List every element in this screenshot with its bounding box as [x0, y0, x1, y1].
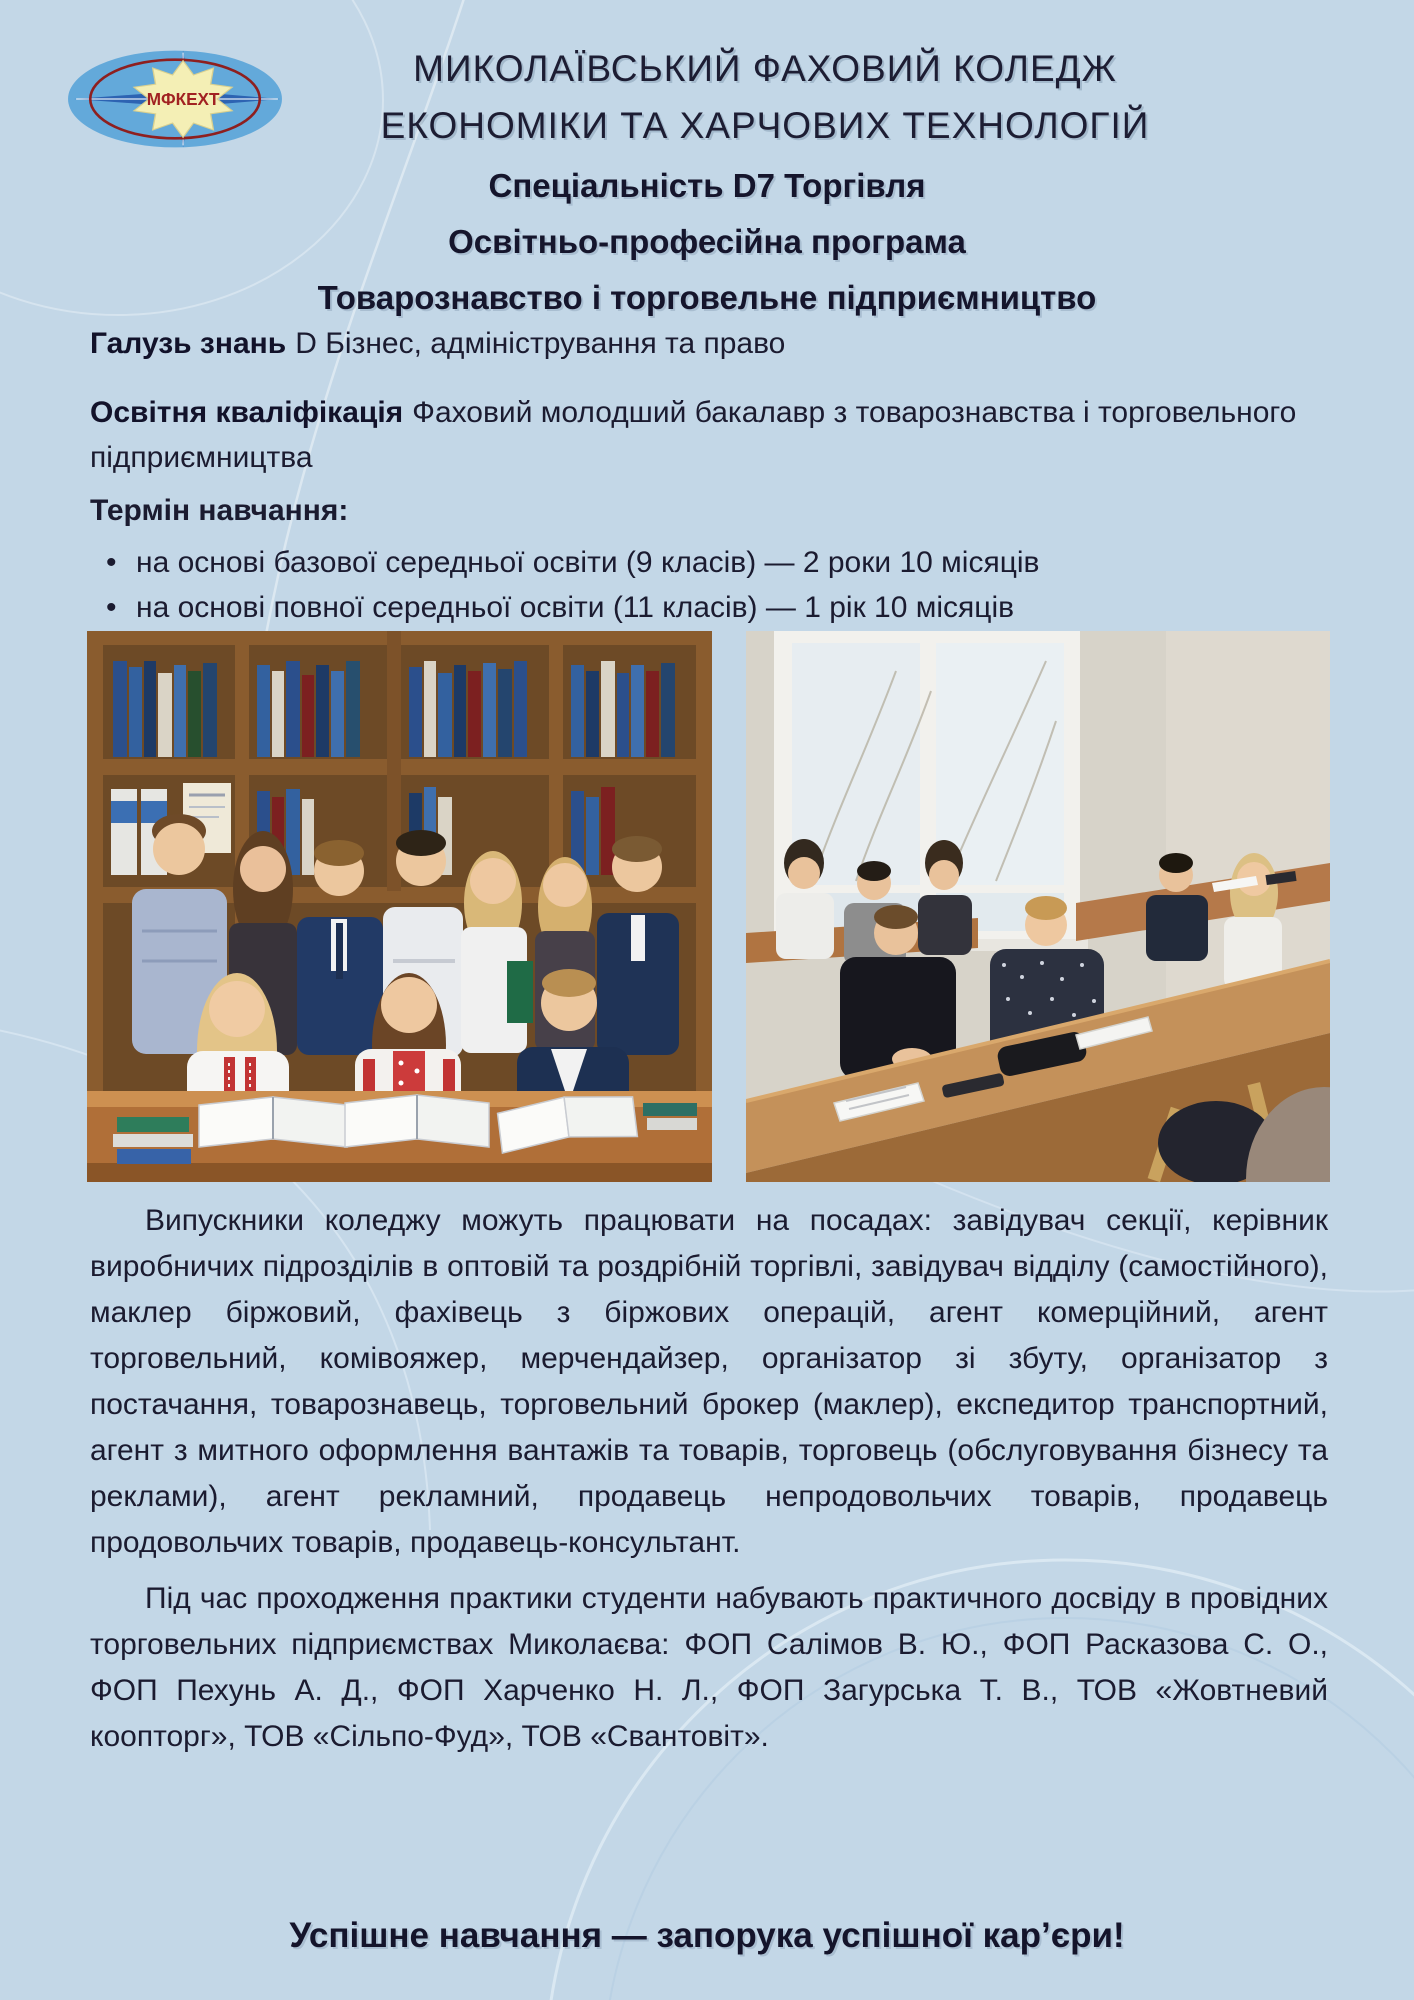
duration-item-9-classes: • на основі базової середньої освіти (9 класів) — 2 роки 10 місяців [136, 540, 1330, 585]
classroom-photo [746, 631, 1330, 1182]
library-group-photo [87, 631, 712, 1182]
slogan: Успішне навчання — запорука успішної кар’єри! [289, 1916, 1125, 1955]
college-name-line2: ЕКОНОМІКИ ТА ХАРЧОВИХ ТЕХНОЛОГІЙ [380, 105, 1150, 146]
program-heading [0, 158, 1414, 326]
duration-list [90, 540, 1330, 630]
practice-paragraph: Під час проходження практики студенти набувають практичного досвіду в провідних торговельних підприємствах Миколаєва: ФОП Салімов В. Ю., ФОП Расказова С. О., ФОП Пехунь А. Д., ФОП Харченко Н. Л., ФОП Загурська Т. В., ТОВ «Жовтневий коопторг», ТОВ «Сільпо-Фуд», ТОВ «Свантовіт». [90, 1582, 1328, 1753]
body-text [90, 1198, 1328, 1770]
qualification-label: Освітня кваліфікація [90, 396, 404, 429]
qualification-value: Фаховий молодший бакалавр з товарознавства і торговельного підприємництва [90, 396, 1297, 474]
college-name [190, 40, 1340, 154]
qualification [90, 390, 1330, 480]
specialty-title: Спеціальність D7 Торгівля [488, 167, 926, 204]
program-label: Освітньо-професійна програма [448, 223, 966, 260]
program-name: Товарознавство і торговельне підприємництво [317, 279, 1097, 316]
field-of-knowledge [90, 325, 1330, 363]
photo-row [87, 631, 1330, 1182]
program-details [90, 325, 1330, 630]
logo-abbreviation: МФКЕХТ [146, 89, 220, 110]
careers-paragraph: Випускники коледжу можуть працювати на посадах: завідувач секції, керівник виробничих підрозділів в оптовій та роздрібній торгівлі, завідувач відділу (самостійного), маклер біржовий, фахівець з біржових операцій, агент комерційний, агент торговельний, комівояжер, мерчендайзер, організатор зі збуту, організатор з постачання, товарознавець, торговельний брокер (маклер), експедитор транспортний, агент з митного оформлення вантажів та товарів, торговець (обслуговування бізнесу та реклами), агент рекламний, продавець непродовольчих товарів, продавець продовольчих товарів, продавець-консультант. [90, 1204, 1328, 1559]
duration-label: Термін навчання: [90, 494, 349, 527]
field-label: Галузь знань [90, 327, 287, 360]
duration-item-11-classes: • на основі повної середньої освіти (11 класів) — 1 рік 10 місяців [136, 585, 1330, 630]
college-name-line1: МИКОЛАЇВСЬКИЙ ФАХОВИЙ КОЛЕДЖ [413, 48, 1117, 89]
field-value: D Бізнес, адміністрування та право [295, 327, 786, 360]
